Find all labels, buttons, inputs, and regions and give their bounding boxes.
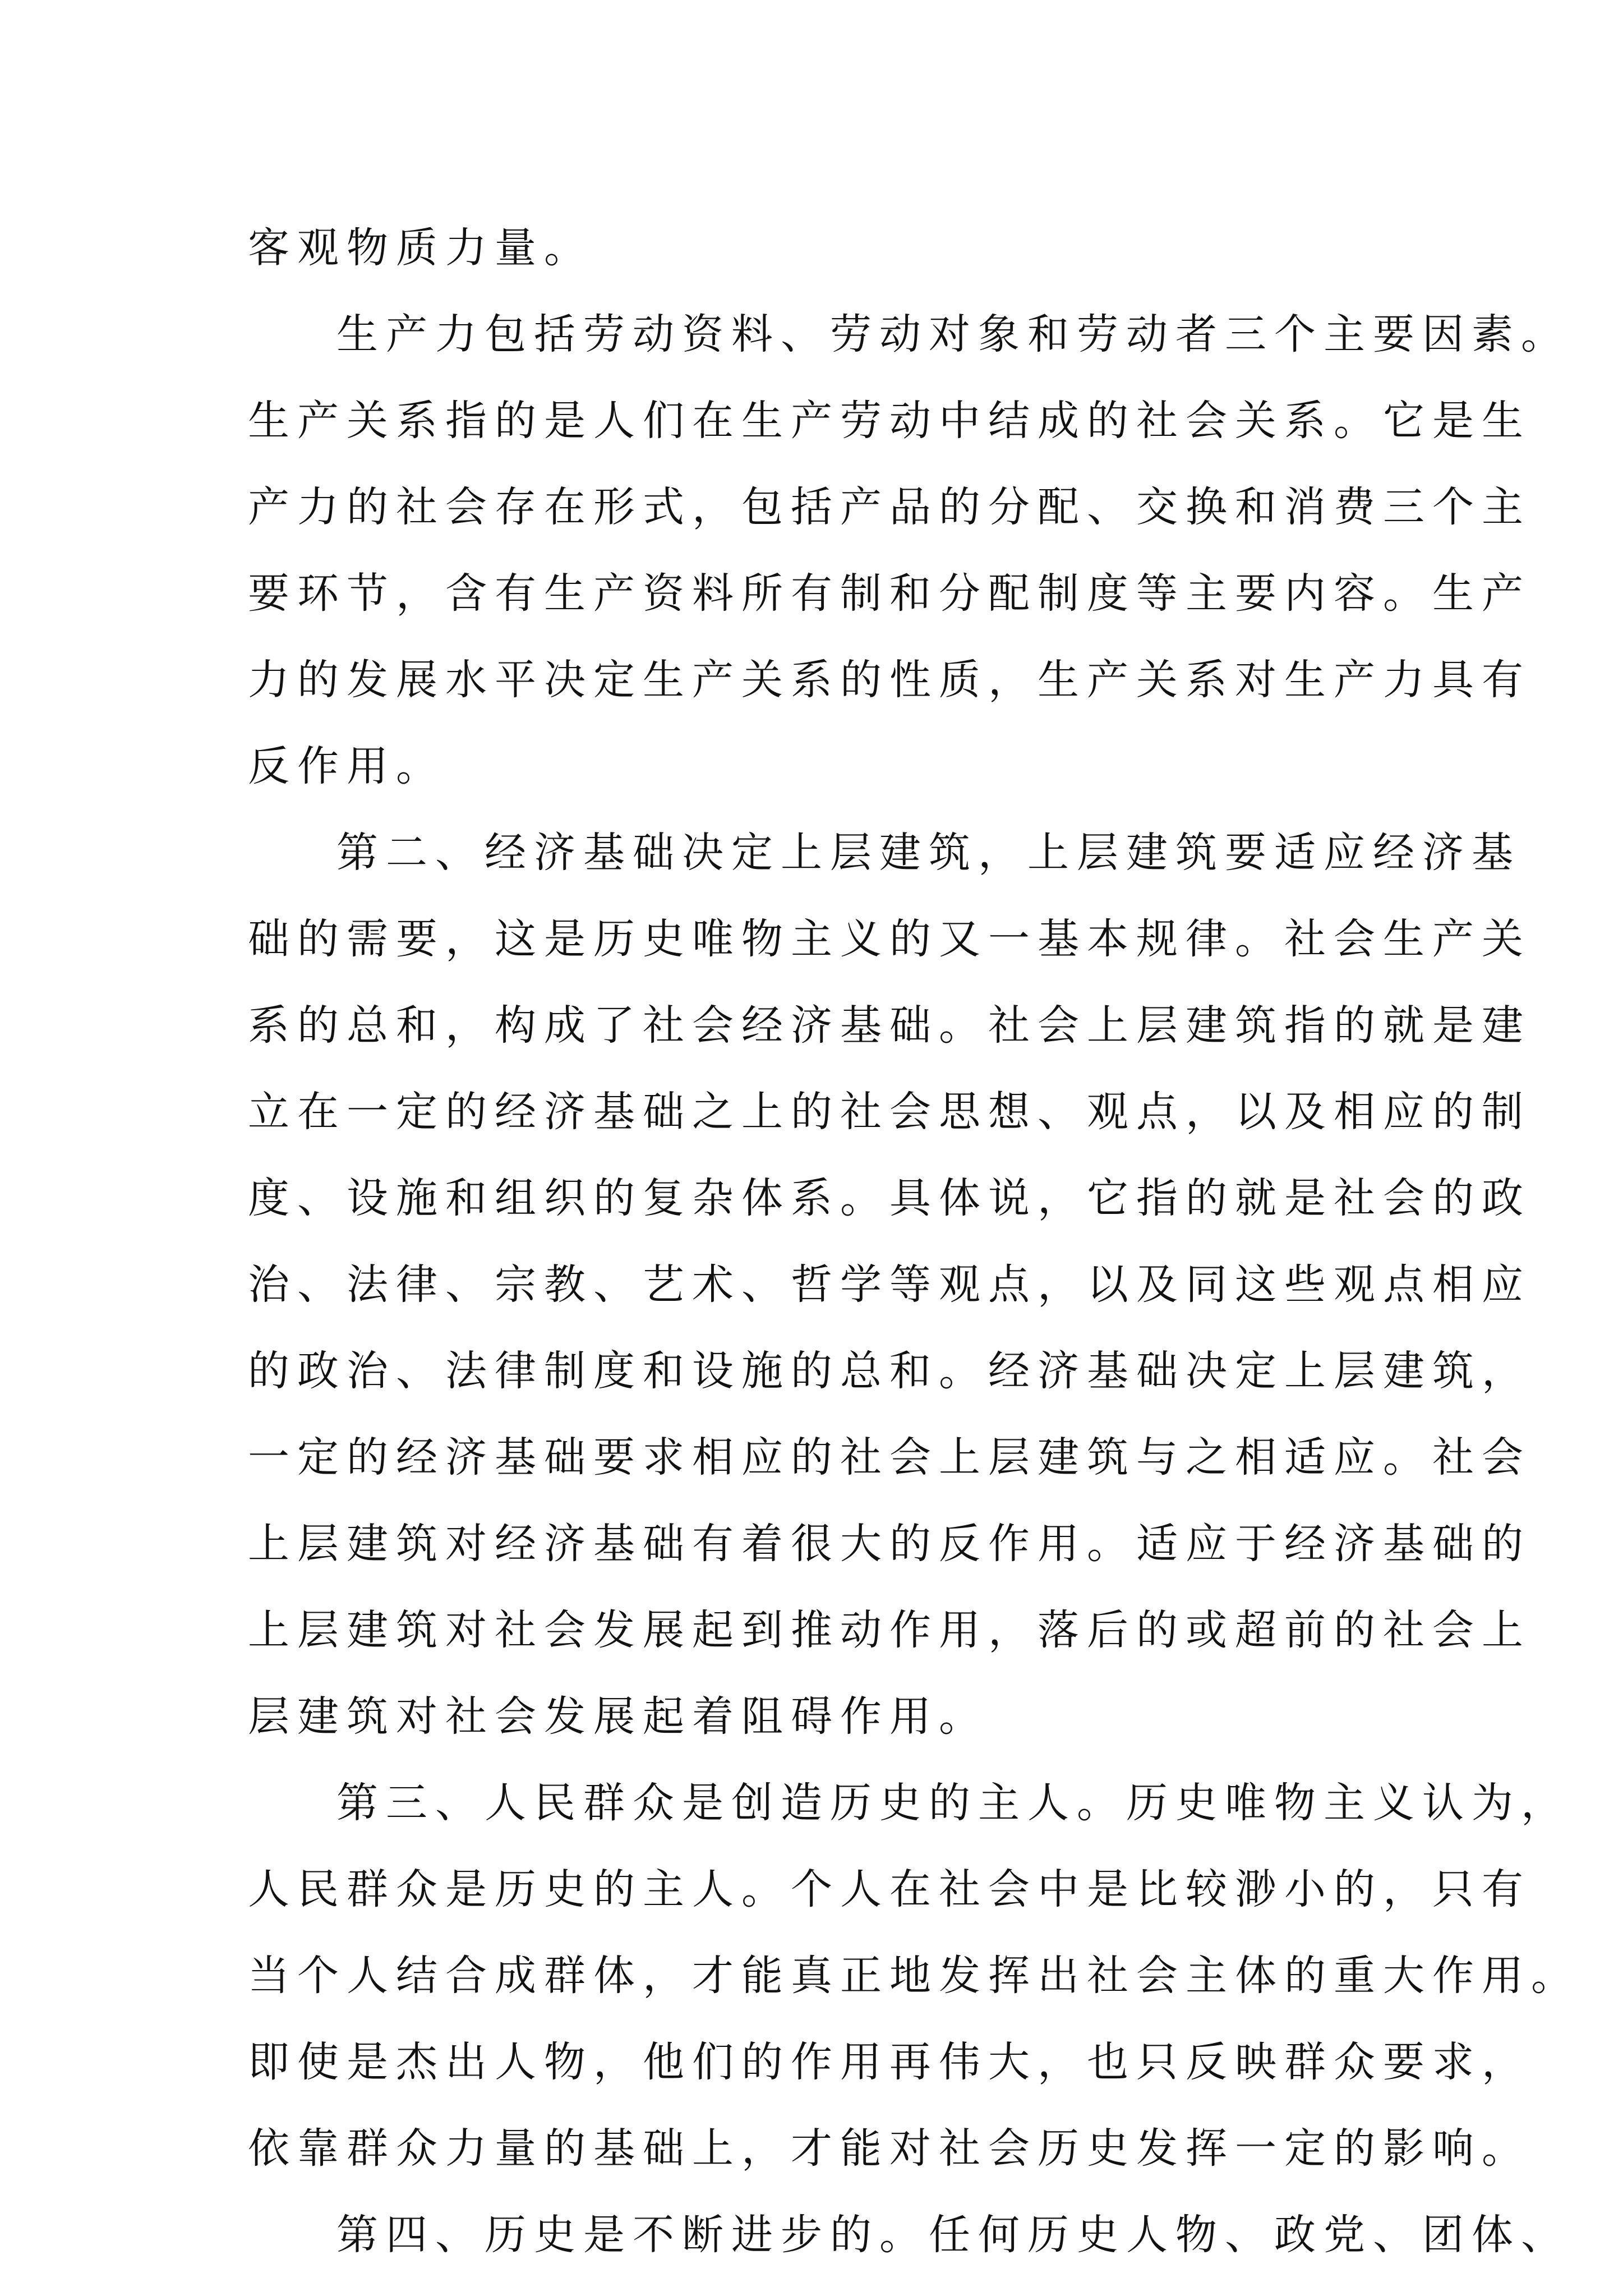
text-line: 度、设施和组织的复杂体系。具体说，它指的就是社会的政 [248, 1174, 1531, 1222]
text-line: 第四、历史是不断进步的。任何历史人物、政党、团体、 [336, 2211, 1570, 2259]
text-line: 产力的社会存在形式，包括产品的分配、交换和消费三个主 [248, 483, 1531, 531]
text-line: 治、法律、宗教、艺术、哲学等观点，以及同这些观点相应 [248, 1260, 1531, 1309]
text-line: 第二、经济基础决定上层建筑，上层建筑要适应经济基 [336, 829, 1521, 877]
text-line: 要环节，含有生产资料所有制和分配制度等主要内容。生产 [248, 569, 1531, 618]
text-line: 客观物质力量。 [248, 224, 593, 272]
text-line: 层建筑对社会发展起着阻碍作用。 [248, 1692, 988, 1741]
text-line: 上层建筑对经济基础有着很大的反作用。适应于经济基础的 [248, 1520, 1531, 1568]
text-line: 生产关系指的是人们在生产劳动中结成的社会关系。它是生 [248, 397, 1531, 445]
text-line: 反作用。 [248, 742, 445, 790]
text-line: 即使是杰出人物，他们的作用再伟大，也只反映群众要求， [248, 2038, 1531, 2086]
text-line: 第三、人民群众是创造历史的主人。历史唯物主义认为， [336, 1779, 1570, 1827]
text-line: 立在一定的经济基础之上的社会思想、观点，以及相应的制 [248, 1088, 1531, 1136]
text-line: 系的总和，构成了社会经济基础。社会上层建筑指的就是建 [248, 1001, 1531, 1050]
text-line: 上层建筑对社会发展起到推动作用，落后的或超前的社会上 [248, 1606, 1531, 1654]
text-line: 力的发展水平决定生产关系的性质，生产关系对生产力具有 [248, 656, 1531, 704]
text-line: 依靠群众力量的基础上，才能对社会历史发挥一定的影响。 [248, 2124, 1531, 2173]
text-line: 础的需要，这是历史唯物主义的又一基本规律。社会生产关 [248, 915, 1531, 963]
body-text [248, 205, 1580, 2278]
text-line: 人民群众是历史的主人。个人在社会中是比较渺小的，只有 [248, 1865, 1531, 1913]
text-line: 一定的经济基础要求相应的社会上层建筑与之相适应。社会 [248, 1433, 1531, 1481]
text-line: 当个人结合成群体，才能真正地发挥出社会主体的重大作用。 [248, 1952, 1580, 2000]
text-line: 生产力包括劳动资料、劳动对象和劳动者三个主要因素。 [336, 310, 1570, 358]
text-line: 的政治、法律制度和设施的总和。经济基础决定上层建筑， [248, 1347, 1531, 1395]
